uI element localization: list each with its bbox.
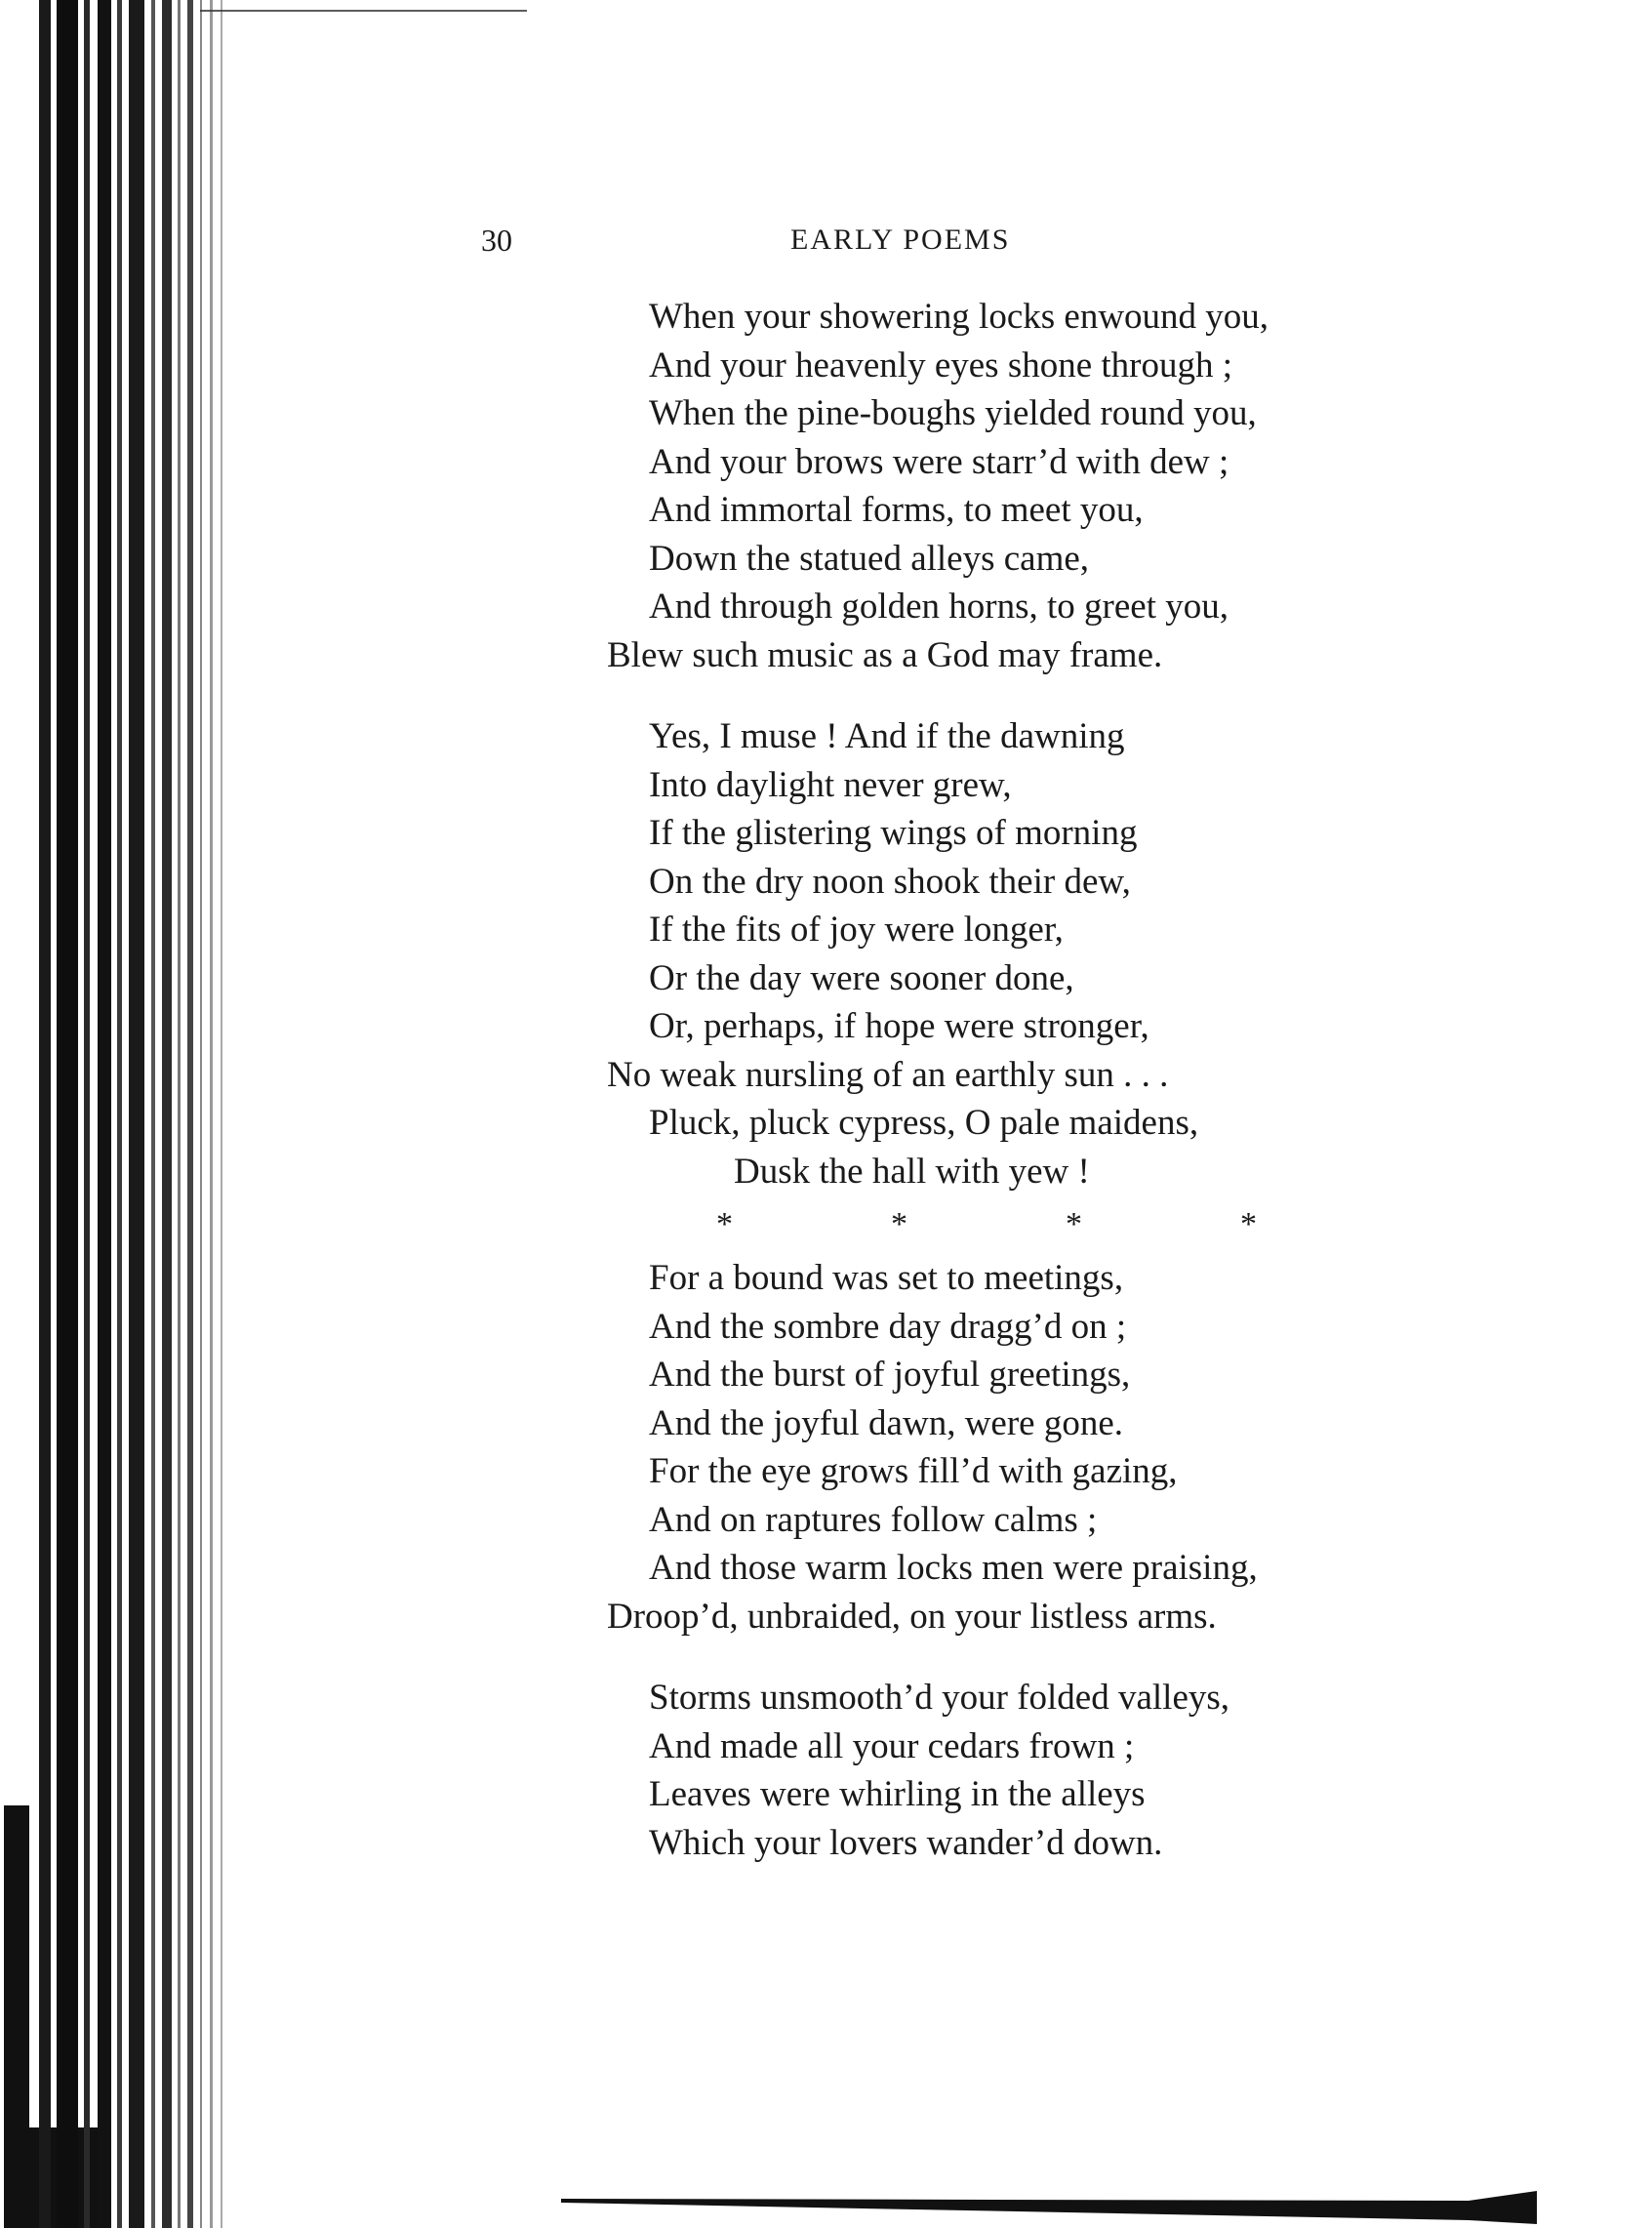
poem-line: Or, perhaps, if hope were stronger, [649,1006,1149,1046]
stanza-2 [607,712,1505,1195]
asterisk: * [1066,1206,1082,1242]
poem-line: And the joyful dawn, were gone. [649,1402,1124,1443]
asterisk: * [891,1206,907,1242]
poem-line: Leaves were whirling in the alleys [649,1774,1146,1814]
poem-line: When the pine-boughs yielded round you, [649,393,1257,433]
poem-line: Yes, I muse ! And if the dawning [649,716,1125,756]
poem-line: And your brows were starr’d with dew ; [649,441,1229,482]
stanza-4 [607,1674,1505,1867]
poem-line: For a bound was set to meetings, [649,1258,1124,1298]
stanza-break [607,1641,1505,1674]
page-bottom-edge [561,2191,1537,2224]
poem-line: If the glistering wings of morning [649,813,1138,853]
poem-line: And made all your cedars frown ; [649,1725,1135,1766]
stanza-3 [607,1254,1505,1641]
running-head: EARLY POEMS [790,223,1011,256]
poem-line: If the fits of joy were longer, [649,910,1064,950]
poem-line: For the eye grows fill’d with gazing, [649,1451,1178,1491]
stanza-1 [607,293,1505,679]
poem-line: And the sombre day dragg’d on ; [649,1306,1127,1347]
poem-line: On the dry noon shook their dew, [649,861,1131,902]
poem-line: Into daylight never grew, [649,764,1012,805]
poem-line: And through golden horns, to greet you, [649,587,1229,627]
poem-line: Pluck, pluck cypress, O pale maidens, [649,1103,1199,1143]
poem-line: Down the statued alleys came, [649,538,1090,579]
stanza-break [607,679,1505,712]
poem-line: And the burst of joyful greetings, [649,1355,1131,1395]
poem-line: And those warm locks men were praising, [649,1548,1258,1588]
poem-line: Blew such music as a God may frame. [607,634,1163,675]
poem-line: Droop’d, unbraided, on your listless arms. [607,1596,1217,1637]
asterisk: * [716,1206,733,1242]
poem-line: Which your lovers wander’d down. [649,1822,1163,1863]
page-number: 30 [481,223,512,258]
poem-line: And your heavenly eyes shone through ; [649,344,1233,385]
page-top-edge [200,10,527,12]
asterisk: * [1240,1206,1257,1242]
poem-line: And immortal forms, to meet you, [649,490,1144,530]
poem-line: Dusk the hall with yew ! [734,1151,1090,1192]
poem-line: Storms unsmooth’d your folded valleys, [649,1678,1230,1718]
poem-body [607,293,1505,1867]
section-break-asterisks [607,1195,1505,1254]
poem-line: And on raptures follow calms ; [649,1499,1098,1540]
book-binding-shadow [0,0,234,2228]
poem-line: When your showering locks enwound you, [649,297,1269,337]
poem-line: No weak nursling of an earthly sun . . . [607,1054,1169,1095]
poem-line: Or the day were sooner done, [649,957,1074,998]
